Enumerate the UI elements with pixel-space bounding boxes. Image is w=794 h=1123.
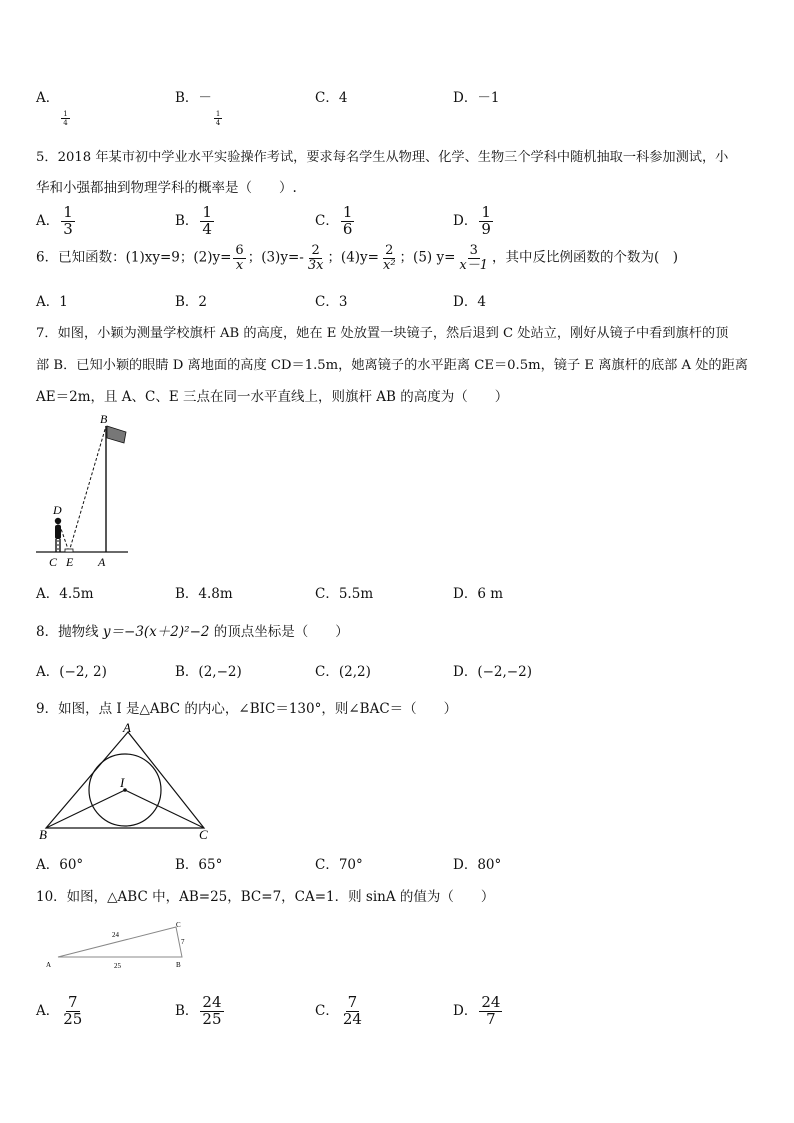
q6-option-b[interactable]: B．2: [175, 294, 208, 310]
q4-option-c[interactable]: C．4: [315, 90, 348, 106]
q8-stem: 8．抛物线 y＝−3(x＋2)²−2 的顶点坐标是（ ）: [36, 624, 349, 640]
q6-fraction-3: $\frac{2}{3x}$: [307, 243, 324, 273]
label-i: I: [120, 775, 125, 790]
ray-e-to-b: [69, 426, 106, 552]
q7-option-b[interactable]: B．4.8m: [175, 586, 233, 602]
q10-option-b[interactable]: B． $\frac{24}{25}$: [175, 993, 222, 1028]
q8-option-b[interactable]: B．(2,−2): [175, 664, 242, 680]
q6-fraction-5: $\frac{3}{x-1}$: [459, 243, 489, 273]
q5-stem-line2: 华和小强都抽到物理学科的概率是（ ）.: [36, 180, 297, 196]
q6-option-a[interactable]: A．1: [36, 294, 68, 310]
q9-incircle-figure: [36, 718, 226, 843]
label-a: A: [98, 555, 106, 569]
q7-stem-line1: 7．如图，小颖为测量学校旗杆 AB 的高度，她在 E 处放置一块镜子，然后退到 C 处站立，刚好从镜子中看到旗杆的顶: [36, 326, 729, 341]
person-head: [55, 518, 61, 524]
q6-fraction-4: $\frac{2}{\text{x²}}$: [383, 243, 396, 273]
q8-formula: y＝−3(x＋2)²−2: [102, 624, 210, 640]
q5-option-c-fraction: $\frac{1}{6}$: [342, 203, 353, 238]
q8-option-c[interactable]: C．(2,2): [315, 664, 371, 680]
q5-option-d-fraction: $\frac{1}{9}$: [481, 203, 491, 238]
label-side-ab: 25: [114, 962, 121, 970]
q5-option-c[interactable]: C． $\frac{1}{6}$: [315, 203, 353, 238]
segment-ci: [125, 790, 204, 828]
q7-option-a[interactable]: A．4.5m: [36, 586, 94, 602]
q10-option-d[interactable]: D． $\frac{24}{7}$: [453, 993, 501, 1028]
q4-option-a[interactable]: A． $\frac{1}{4}$: [36, 90, 68, 128]
q5-option-d[interactable]: D． $\frac{1}{9}$: [453, 203, 491, 238]
person-body: [55, 525, 61, 539]
q10-option-c-fraction: $\frac{7}{24}$: [342, 993, 362, 1028]
label-d: D: [53, 503, 62, 517]
q5-option-b[interactable]: B． $\frac{1}{4}$: [175, 203, 212, 238]
label-side-ac: 24: [112, 931, 119, 939]
label-side-cb: 7: [181, 938, 185, 946]
q5-option-a-fraction: $\frac{1}{3}$: [63, 203, 73, 238]
label-c: C: [176, 921, 181, 929]
q4-option-b-fraction: $\frac{1}{4}$: [215, 110, 221, 128]
label-e: E: [66, 555, 74, 569]
segment-bi: [46, 790, 125, 828]
label-c: C: [199, 827, 208, 842]
label-b: B: [100, 412, 108, 426]
label-b: B: [39, 827, 47, 842]
flag-shape: [107, 426, 126, 443]
q10-option-d-fraction: $\frac{24}{7}$: [481, 993, 501, 1028]
q4-option-a-fraction: $\frac{1}{4}$: [63, 110, 68, 128]
q9-option-a[interactable]: A．60°: [36, 857, 84, 873]
q6-fraction-2: $\frac{6}{x}$: [235, 243, 244, 273]
q10-option-b-fraction: $\frac{24}{25}$: [202, 993, 222, 1028]
q9-option-d[interactable]: D．80°: [453, 857, 502, 873]
q6-option-c[interactable]: C．3: [315, 294, 348, 310]
q7-flagpole-figure: [36, 410, 136, 570]
q4-option-d[interactable]: D．－1: [453, 90, 500, 106]
label-a: A: [123, 720, 131, 735]
q5-option-b-fraction: $\frac{1}{4}$: [202, 203, 212, 238]
q9-stem: 9．如图，点 I 是△ABC 的内心，∠BIC＝130°，则∠BAC＝（ ）: [36, 701, 458, 717]
q9-option-c[interactable]: C．70°: [315, 857, 363, 873]
label-b: B: [176, 961, 181, 969]
label-a: A: [46, 961, 52, 969]
q8-option-d[interactable]: D．(−2,−2): [453, 664, 532, 680]
q8-option-a[interactable]: A．(−2, 2): [36, 664, 107, 680]
q4-option-b[interactable]: B．－ $\frac{1}{4}$: [175, 90, 221, 128]
triangle-abc: [46, 732, 204, 828]
q5-stem-line1: 5．2018 年某市初中学业水平实验操作考试，要求每名学生从物理、化学、生物三个学科中随机抽取一科参加测试，小: [36, 150, 729, 165]
q6-option-d[interactable]: D．4: [453, 294, 486, 310]
q10-triangle-figure: [36, 915, 206, 975]
triangle-abc: [58, 927, 182, 957]
q10-option-a-fraction: $\frac{7}{25}$: [63, 993, 83, 1028]
q10-option-c[interactable]: C． $\frac{7}{24}$: [315, 993, 362, 1028]
q5-option-a[interactable]: A． $\frac{1}{3}$: [36, 203, 73, 238]
q9-option-b[interactable]: B．65°: [175, 857, 223, 873]
mirror-e: [65, 549, 73, 552]
q7-option-d[interactable]: D．6 m: [453, 586, 504, 602]
label-c: C: [49, 555, 58, 569]
q7-option-c[interactable]: C．5.5m: [315, 586, 374, 602]
q7-stem-line3: AE＝2m，且 A、C、E 三点在同一水平直线上，则旗杆 AB 的高度为（ ）: [36, 389, 509, 405]
q10-stem: 10．如图，△ABC 中，AB=25，BC=7，CA=1．则 sinA 的值为（ ）: [36, 889, 495, 905]
q10-option-a[interactable]: A． $\frac{7}{25}$: [36, 993, 83, 1028]
q6-stem: 6．已知函数：(1)xy=9；(2)y= $\frac{6}{x}$ ；(3)y=- $\frac{2}{3x}$ ；(4)y= $\frac{2}{\text{x²}}$ ；(5) y= $\frac{3}{x-1}$ ，其中反比例函数的个数为( ): [36, 243, 679, 273]
q7-stem-line2: 部 B．已知小颖的眼睛 D 离地面的高度 CD＝1.5m，她离镜子的水平距离 CE＝0.5m，镜子 E 离旗杆的底部 A 处的距离: [36, 358, 748, 373]
